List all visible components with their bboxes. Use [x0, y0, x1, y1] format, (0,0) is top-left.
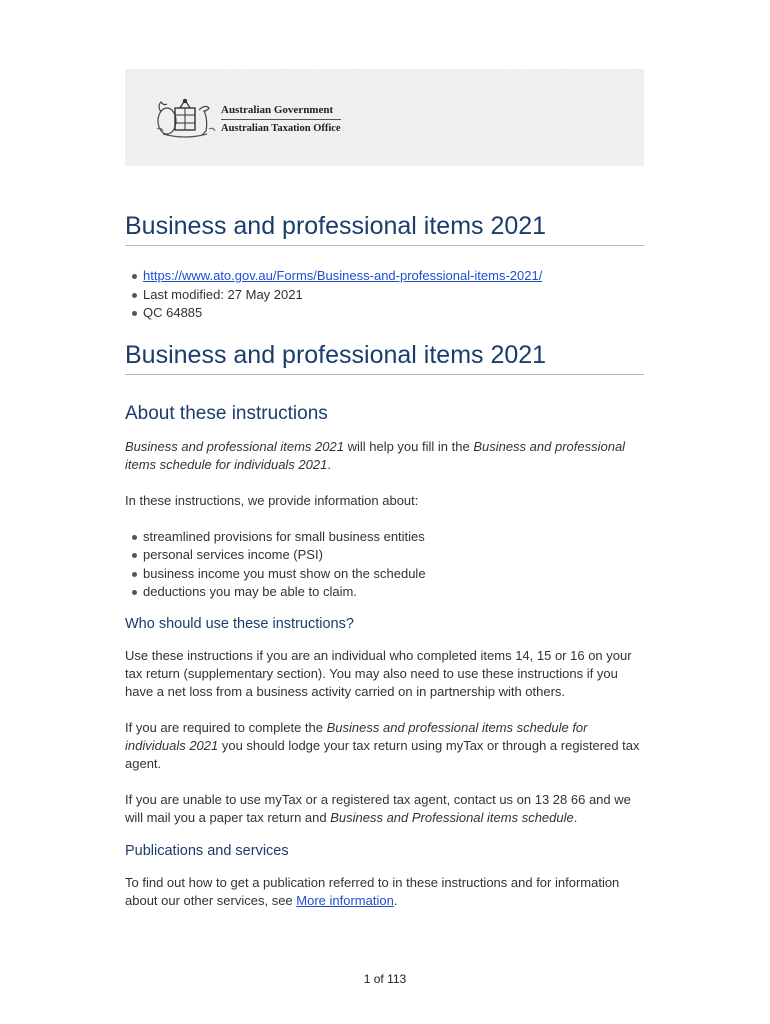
intro-schedule-emphasis: Business and professional items schedule for individuals 2021	[125, 438, 626, 472]
list-item: business income you must show on the schedule	[143, 565, 644, 584]
list-item: personal services income (PSI)	[143, 546, 644, 565]
list-item: streamlined provisions for small business entities	[143, 528, 644, 547]
logo-wordmark	[221, 104, 341, 134]
topics-list	[125, 528, 644, 602]
qc-number-item: QC 64885	[143, 304, 644, 323]
logo-government-text: Australian Government	[221, 104, 341, 120]
unable-start-text: If you are unable to use myTax or a registered tax agent, contact us on 13 28 66 and we will mail you a paper tax return and	[125, 791, 631, 825]
unable-end-text: .	[573, 809, 578, 825]
intro-title-emphasis: Business and professional items 2021	[125, 438, 344, 454]
intro-mid-text: will help you fill in the	[343, 438, 474, 454]
section-title: Business and professional items 2021	[125, 340, 644, 375]
last-modified-item: Last modified: 27 May 2021	[143, 286, 644, 305]
use-paragraph: Use these instructions if you are an individual who completed items 14, 15 or 16 on your tax return (supplementary section). You may also need to use these instructions if you have a net loss from a business activity carried on in partnership with others.	[125, 647, 632, 699]
intro-paragraph	[125, 438, 644, 474]
required-end-text: you should lodge your tax return using myTax or through a registered tax agent.	[125, 737, 640, 771]
page-number: 1 of 113	[363, 972, 407, 986]
required-paragraph	[125, 719, 644, 773]
who-heading: Who should use these instructions?	[125, 615, 354, 632]
ato-logo	[153, 96, 341, 142]
list-item: deductions you may be able to claim.	[143, 583, 644, 602]
list-item	[143, 267, 644, 286]
source-url-link[interactable]: https://www.ato.gov.au/Forms/Business-and-professional-items-2021/	[143, 268, 543, 283]
publications-end-text: .	[393, 892, 398, 908]
more-information-link[interactable]: More information	[296, 892, 394, 908]
provide-paragraph: In these instructions, we provide information about:	[125, 492, 419, 508]
required-schedule-emphasis: Business and professional items schedule for individuals 2021	[125, 719, 588, 753]
unable-paragraph	[125, 791, 644, 827]
required-start-text: If you are required to complete the	[125, 719, 327, 735]
document-title: Business and professional items 2021	[125, 211, 644, 246]
metadata-list	[125, 267, 644, 323]
header-banner	[125, 69, 644, 166]
logo-ato-text: Australian Taxation Office	[221, 123, 341, 134]
coat-of-arms-icon	[153, 96, 219, 142]
publications-text: To find out how to get a publication referred to in these instructions and for information about our other services, see	[125, 874, 620, 908]
unable-schedule-emphasis: Business and Professional items schedule	[330, 809, 574, 825]
intro-end-text: .	[327, 456, 331, 472]
about-heading: About these instructions	[125, 402, 328, 424]
publications-paragraph	[125, 874, 644, 910]
publications-heading: Publications and services	[125, 842, 289, 859]
document-page	[125, 69, 644, 910]
